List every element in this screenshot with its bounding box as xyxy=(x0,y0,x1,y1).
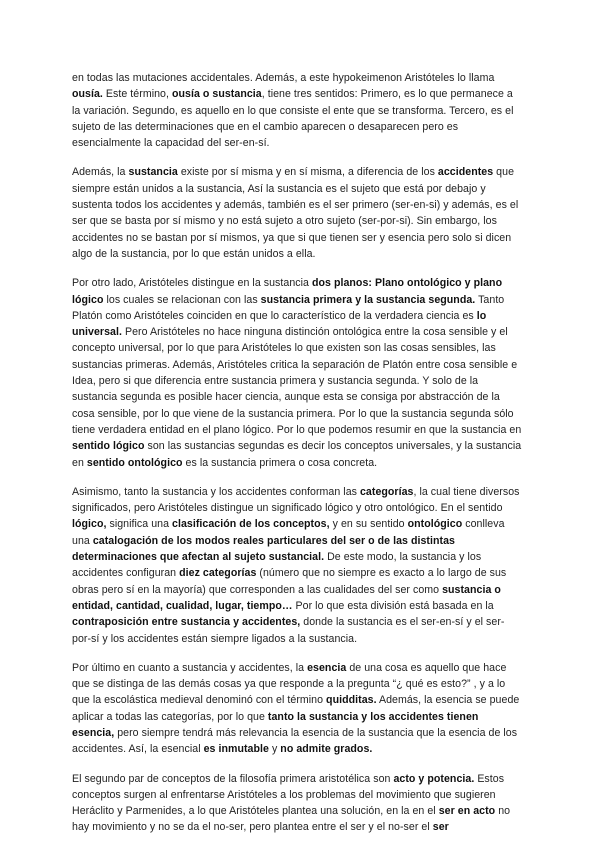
paragraph xyxy=(72,484,522,647)
bold-term: ousía. xyxy=(72,88,103,101)
paragraph xyxy=(72,164,522,262)
text-run: de una cosa es aquello que hace que se distinga de las demás cosas ya que responde a la pregunta “¿ qué es esto?” , y a lo que la escolástica medieval denominó con el término xyxy=(72,661,507,707)
bold-term: ousía o sustancia xyxy=(171,88,262,101)
bold-term: sentido ontológico xyxy=(86,456,183,469)
text-run: en todas las mutaciones accidentales. Además, a este hypokeimenon Aristóteles lo llama xyxy=(72,72,495,84)
bold-term: tanto la sustancia y los accidentes tienen esencia, xyxy=(72,710,479,739)
text-run: Además, la xyxy=(72,166,129,179)
text-run: Por lo que esta división está basada en la xyxy=(292,599,494,612)
bold-term: contraposición entre sustancia y accidentes, xyxy=(72,616,301,629)
text-run: De este modo, la sustancia y los accidentes configuran xyxy=(72,551,482,580)
text-run: y en su sentido xyxy=(329,518,408,531)
bold-term: lo universal. xyxy=(72,309,487,339)
text-run: es la sustancia primera o cosa concreta. xyxy=(182,456,378,469)
text-run: donde la sustancia es el ser-en-sí y el ser-por-sí y los accidentes están siempre ligados a la sustancia. xyxy=(72,616,505,645)
bold-term: lógico, xyxy=(72,518,107,531)
bold-term: sustancia xyxy=(128,166,178,179)
text-run: Asimismo, tanto la sustancia y los accidentes conforman las xyxy=(72,485,360,498)
text-run: existe por sí misma y en sí misma, a diferencia de los xyxy=(177,166,438,179)
bold-term: ser xyxy=(432,821,449,834)
bold-term: dos planos: Plano ontológico y plano lógico xyxy=(72,277,503,306)
bold-term: diez categorías xyxy=(179,567,257,580)
text-run: conlleva una xyxy=(72,518,505,547)
text-run: Pero Aristóteles no hace ninguna distinción ontológica entre la cosa sensible y el concepto universal, por lo que para Aristóteles lo que existen son las cosas sensibles, las sustancias primeras. Además, Aristóteles critica la separación de Platón entre cosa sensible e Idea, pero si que diferencia entre sustancia primera y sustancia segunda. Y solo de la sustancia segunda es posible hacer ciencia, aunque esta se consiga por abstracción de la cosa sensible, por lo que viene de la sustancia primera. Por lo que la sustancia segunda sólo tiene verdadera entidad en el plano lógico. Por lo que podemos resumir en que la sustancia en xyxy=(72,326,522,436)
text-run: que siempre están unidos a la sustancia, Así la sustancia es el sujeto que está por debajo y sustenta todos los accidentes y además, también es el ser primero (ser-en-si) y además, es el ser que se basta por sí mismo y no está sujeto a otro sujeto (ser-por-si). Sin embargo, los accidentes no se bastan por sí mismos, ya que si que tienen ser y esencia pero solo si dicen algo de la sustancia, por lo que están unidos a ella. xyxy=(72,166,519,260)
text-run: Tanto Platón como Aristóteles coinciden en que lo característico de la verdadera ciencia es xyxy=(72,293,505,322)
bold-term: no admite grados. xyxy=(280,743,373,756)
bold-term: es inmutable xyxy=(203,743,269,756)
bold-term: sustancia o entidad, cantidad, cualidad, lugar, tiempo… xyxy=(72,583,501,612)
bold-term: categorías xyxy=(359,485,414,498)
bold-term: acto y potencia. xyxy=(393,772,475,785)
paragraph xyxy=(72,275,522,471)
text-run: son las sustancias segundas es decir los conceptos universales, y la sustancia en xyxy=(72,440,522,469)
text-run: Además, la esencia se puede aplicar a todas las categorías, por lo que xyxy=(72,694,520,723)
text-run: Este término, xyxy=(102,88,172,101)
bold-term: catalogación de los modos reales particulares del ser o de las distintas determinaciones que afectan al sujeto sustancial. xyxy=(72,534,455,564)
bold-term: ontológico xyxy=(407,518,463,531)
bold-term: ser en acto xyxy=(438,805,496,818)
bold-term: sentido lógico xyxy=(72,440,145,453)
text-run: los cuales se relacionan con las xyxy=(103,293,261,306)
paragraph xyxy=(72,70,522,151)
text-run: Por último en cuanto a sustancia y accidentes, la xyxy=(72,661,308,674)
paragraph xyxy=(72,660,522,758)
text-run: Estos conceptos surgen al enfrentarse Aristóteles a los problemas del movimiento que sugieren Heráclito y Parmenides, a lo que Aristóteles plantea una solución, en la en el xyxy=(72,772,505,818)
text-run: , la cual tiene diversos significados, pero Aristóteles distingue un significado lógico y otro ontológico. En el sentido xyxy=(72,485,520,515)
text-run: El segundo par de conceptos de la filosofía primera aristotélica son xyxy=(72,772,394,785)
text-run: Por otro lado, Aristóteles distingue en la sustancia xyxy=(72,277,312,290)
text-run: y xyxy=(268,743,281,756)
text-run: no hay movimiento y no se da el no-ser, pero plantea entre el ser y el no-ser el xyxy=(72,805,511,834)
paragraph xyxy=(72,771,522,836)
text-run: (número que no siempre es exacto a lo largo de sus obras pero sí en la mayoría) que corresponden a las cualidades del ser como xyxy=(72,567,507,596)
text-run: , tiene tres sentidos: Primero, es lo que permanece a la variación. Segundo, es aquello en lo que consiste el ente que se transforma. Tercero, es el sujeto de las determinaciones que en el cambio aparecen o desaparecen pero es esencialmente la capacidad del ser-en-sí. xyxy=(72,88,514,150)
bold-term: sustancia primera y la sustancia segunda. xyxy=(260,293,476,306)
text-run: pero siempre tendrá más relevancia la esencia de la sustancia que la esencia de los accidentes. Así, la esencial xyxy=(72,726,518,756)
bold-term: esencia xyxy=(307,661,347,674)
bold-term: quidditas. xyxy=(326,694,377,707)
bold-term: clasificación de los conceptos, xyxy=(172,518,330,531)
text-run: significa una xyxy=(106,518,173,531)
bold-term: accidentes xyxy=(437,166,494,179)
